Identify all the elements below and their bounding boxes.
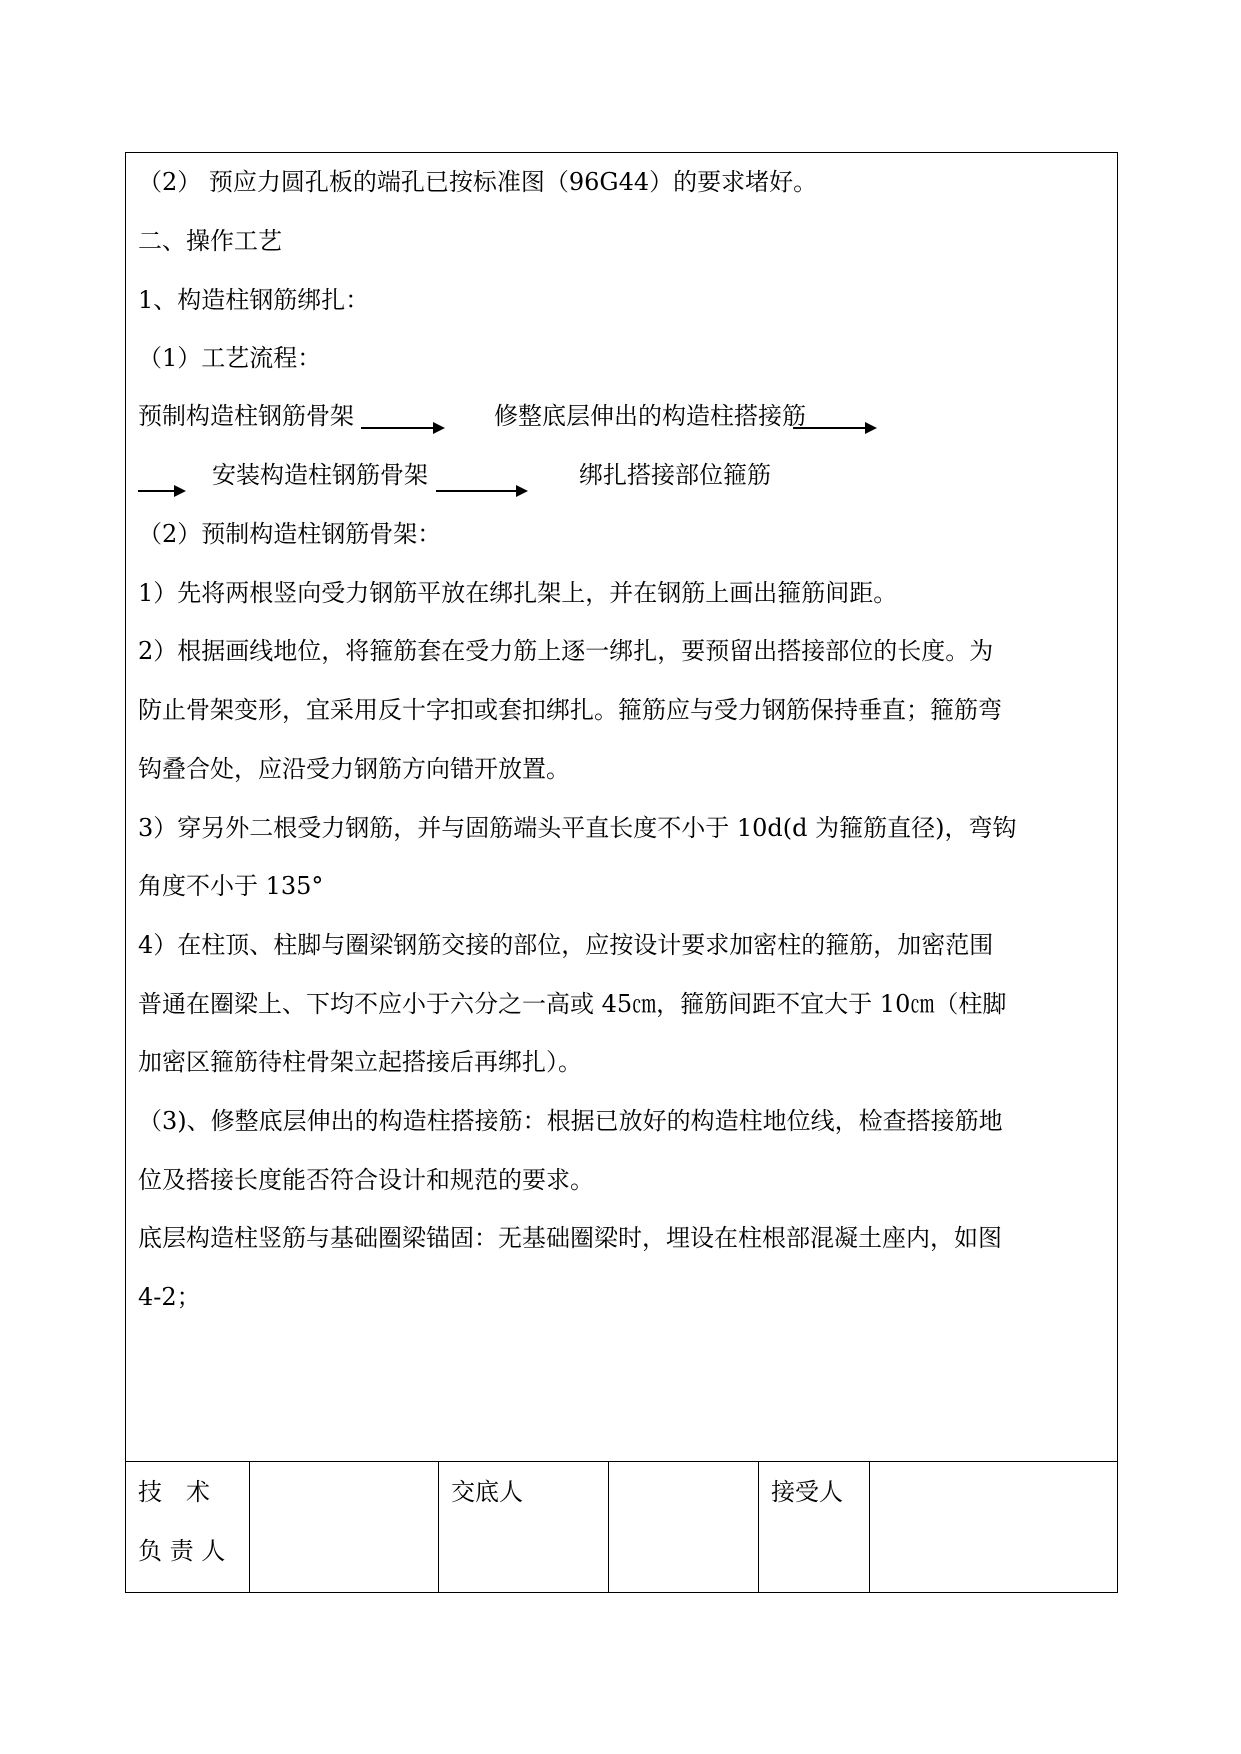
- text-line: 防止骨架变形，宜采用反十字扣或套扣绑扎。箍筋应与受力钢筋保持垂直；箍筋弯: [138, 696, 1002, 724]
- tech-lead-label-line1: 技 术: [138, 1478, 210, 1506]
- text-line: 底层构造柱竖筋与基础圈梁锚固：无基础圈梁时，埋设在柱根部混凝土座内，如图: [138, 1224, 1002, 1252]
- text-line: 2）根据画线地位，将箍筋套在受力筋上逐一绑扎，要预留出搭接部位的长度。为: [138, 637, 994, 665]
- text-line: 3）穿另外二根受力钢筋，并与固筋端头平直长度不小于 10d(d 为箍筋直径)，弯钩: [138, 814, 1017, 842]
- text-line: 4）在柱顶、柱脚与圈梁钢筋交接的部位，应按设计要求加密柱的箍筋，加密范围: [138, 931, 994, 959]
- receiver-label: 接受人: [771, 1478, 843, 1506]
- flow-arrow-icon: [361, 427, 443, 429]
- tech-lead-label-cell: [126, 1462, 250, 1592]
- text-line: 位及搭接长度能否符合设计和规范的要求。: [138, 1166, 594, 1194]
- flow-arrow-icon: [436, 490, 526, 492]
- section-heading: 二、操作工艺: [138, 227, 282, 255]
- text-line: （2） 预应力圆孔板的端孔已按标准图（96G44）的要求堵好。: [138, 168, 818, 196]
- signature-row: [126, 1462, 1117, 1592]
- flow-step-4: 绑扎搭接部位箍筋: [579, 461, 771, 489]
- flow-step-2: 修整底层伸出的构造柱搭接筋: [494, 402, 806, 430]
- text-line: 角度不小于 135°: [138, 872, 324, 900]
- receiver-label-cell: [759, 1462, 870, 1592]
- text-line: 钩叠合处，应沿受力钢筋方向错开放置。: [138, 755, 570, 783]
- tech-lead-value-cell[interactable]: [250, 1462, 439, 1592]
- flow-arrow-icon: [138, 490, 184, 492]
- content-cell: [126, 153, 1117, 1462]
- text-line: （2）预制构造柱钢筋骨架：: [138, 520, 442, 548]
- subsection-heading: 1、构造柱钢筋绑扎：: [138, 286, 370, 314]
- document-frame: [125, 152, 1118, 1593]
- text-line: 普通在圈梁上、下均不应小于六分之一高或 45㎝，箍筋间距不宜大于 10㎝（柱脚: [138, 990, 1007, 1018]
- text-line: 4-2；: [138, 1283, 201, 1311]
- flow-arrow-icon: [793, 427, 875, 429]
- text-line: （1）工艺流程：: [138, 344, 322, 372]
- handover-value-cell[interactable]: [609, 1462, 759, 1592]
- receiver-value-cell[interactable]: [870, 1462, 1117, 1592]
- flow-step-1: 预制构造柱钢筋骨架: [138, 402, 354, 430]
- handover-label-cell: [439, 1462, 609, 1592]
- text-line: 1）先将两根竖向受力钢筋平放在绑扎架上，并在钢筋上画出箍筋间距。: [138, 579, 898, 607]
- text-line: （3)、修整底层伸出的构造柱搭接筋：根据已放好的构造柱地位线，检查搭接筋地: [138, 1107, 1003, 1135]
- flow-step-3: 安装构造柱钢筋骨架: [212, 461, 428, 489]
- tech-lead-label-line2: 负 责 人: [138, 1537, 226, 1565]
- handover-label: 交底人: [451, 1478, 523, 1506]
- text-line: 加密区箍筋待柱骨架立起搭接后再绑扎）。: [138, 1048, 582, 1076]
